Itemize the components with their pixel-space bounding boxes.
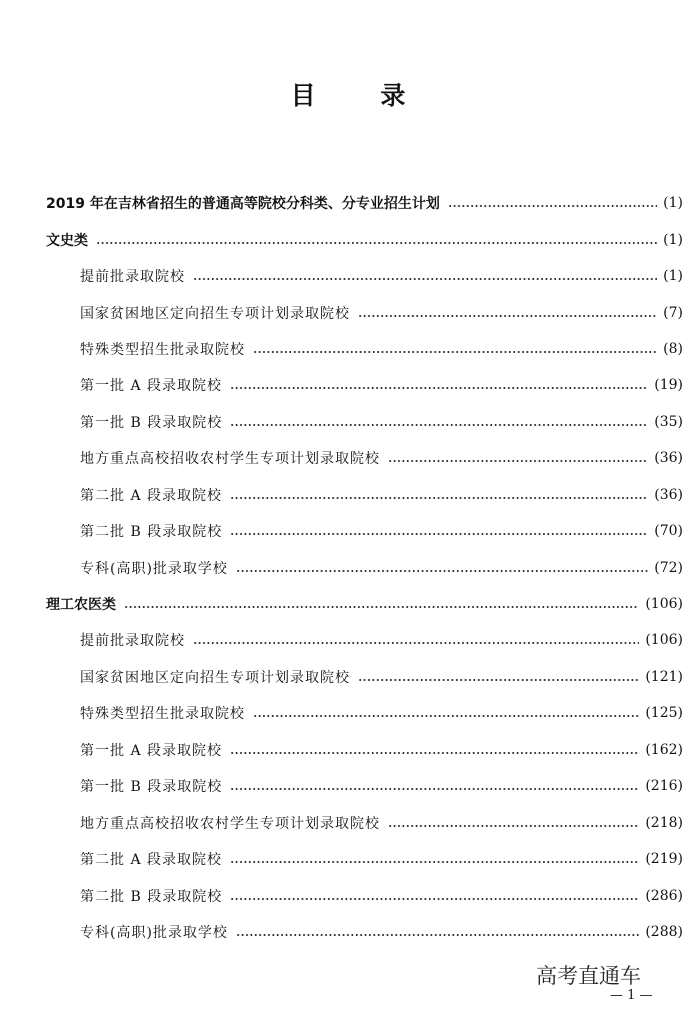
- toc-entry[interactable]: [80, 409, 683, 435]
- dot-leader: [236, 934, 639, 936]
- toc-page-number: (36): [654, 450, 683, 466]
- dot-leader: [96, 242, 657, 244]
- toc-page-number: (106): [645, 596, 683, 612]
- dot-leader: [236, 570, 648, 572]
- toc-page-number: (162): [645, 742, 683, 758]
- toc-page-number: (219): [645, 851, 683, 867]
- watermark: 高考直通车: [536, 964, 641, 988]
- dot-leader: [230, 861, 639, 863]
- toc-page-number: (218): [645, 815, 683, 831]
- dot-leader: [230, 533, 648, 535]
- toc-entry-label: 国家贫困地区定向招生专项计划录取院校: [80, 670, 350, 686]
- toc-entry[interactable]: [80, 627, 683, 653]
- toc-entry-label: 提前批录取院校: [80, 633, 185, 649]
- toc-entry[interactable]: [80, 372, 683, 398]
- toc-entry[interactable]: [80, 445, 683, 471]
- toc-section-ligong[interactable]: [46, 591, 683, 617]
- dot-leader: [230, 424, 648, 426]
- toc-entry-label: 2019 年在吉林省招生的普通高等院校分科类、分专业招生计划: [46, 196, 440, 212]
- toc-entry-label: 专科(高职)批录取学校: [80, 925, 228, 941]
- dot-leader: [253, 715, 639, 717]
- page-number-footer: — 1 —: [610, 988, 653, 1003]
- toc-page-number: (121): [645, 669, 683, 685]
- dot-leader: [448, 205, 657, 207]
- dot-leader: [230, 752, 639, 754]
- toc-entry[interactable]: [80, 518, 683, 544]
- dot-leader: [193, 642, 639, 644]
- toc-page-number: (36): [654, 487, 683, 503]
- toc-page-number: (288): [645, 924, 683, 940]
- toc-entry[interactable]: [80, 773, 683, 799]
- toc-entry[interactable]: [80, 300, 683, 326]
- toc-page-number: (72): [654, 560, 683, 576]
- toc-entry-label: 第二批 B 段录取院校: [80, 524, 223, 540]
- toc-entry-label: 国家贫困地区定向招生专项计划录取院校: [80, 306, 350, 322]
- dot-leader: [230, 898, 639, 900]
- toc-entry[interactable]: [80, 482, 683, 508]
- dot-leader: [253, 351, 657, 353]
- toc-entry-main-heading[interactable]: [46, 190, 683, 216]
- dot-leader: [388, 460, 648, 462]
- toc-entry-label: 专科(高职)批录取学校: [80, 561, 228, 577]
- dot-leader: [358, 679, 639, 681]
- dot-leader: [358, 315, 657, 317]
- toc-page-number: (8): [663, 341, 683, 357]
- toc-entry-label: 文史类: [46, 233, 88, 249]
- toc-page-number: (70): [654, 523, 683, 539]
- toc-page-number: (1): [663, 195, 683, 211]
- toc-entry-label: 提前批录取院校: [80, 269, 185, 285]
- dot-leader: [193, 278, 657, 280]
- toc-entry-label: 第一批 B 段录取院校: [80, 779, 223, 795]
- dot-leader: [230, 788, 639, 790]
- toc-page-number: (1): [663, 268, 683, 284]
- toc-entry-label: 理工农医类: [46, 597, 116, 613]
- toc-entry[interactable]: [80, 664, 683, 690]
- toc-entry-label: 第二批 A 段录取院校: [80, 852, 223, 868]
- toc-entry[interactable]: [80, 700, 683, 726]
- toc-entry-label: 第二批 A 段录取院校: [80, 488, 223, 504]
- toc-entry[interactable]: [80, 810, 683, 836]
- toc-page-number: (106): [645, 632, 683, 648]
- toc-entry[interactable]: [80, 555, 683, 581]
- dot-leader: [124, 606, 639, 608]
- toc-entry[interactable]: [80, 846, 683, 872]
- toc-page-number: (125): [645, 705, 683, 721]
- toc-page-number: (286): [645, 888, 683, 904]
- toc-entry-label: 地方重点高校招收农村学生专项计划录取院校: [80, 451, 380, 467]
- toc-entry-label: 第二批 B 段录取院校: [80, 889, 223, 905]
- dot-leader: [230, 387, 648, 389]
- toc-entry-label: 第一批 B 段录取院校: [80, 415, 223, 431]
- toc-entry[interactable]: [80, 263, 683, 289]
- toc-entry-label: 第一批 A 段录取院校: [80, 743, 223, 759]
- toc-page-number: (216): [645, 778, 683, 794]
- toc-entry[interactable]: [80, 919, 683, 945]
- toc-entry[interactable]: [80, 336, 683, 362]
- toc-section-wenshi[interactable]: [46, 227, 683, 253]
- toc-page-number: (7): [663, 305, 683, 321]
- toc-entry-label: 特殊类型招生批录取院校: [80, 706, 245, 722]
- dot-leader: [388, 825, 639, 827]
- page-title: 目 录: [290, 81, 434, 110]
- toc-entry-label: 特殊类型招生批录取院校: [80, 342, 245, 358]
- dot-leader: [230, 497, 648, 499]
- toc-entry-label: 第一批 A 段录取院校: [80, 378, 223, 394]
- toc-page-number: (35): [654, 414, 683, 430]
- toc-page-number: (19): [654, 377, 683, 393]
- toc-entry[interactable]: [80, 883, 683, 909]
- toc-entry[interactable]: [80, 737, 683, 763]
- toc-entry-label: 地方重点高校招收农村学生专项计划录取院校: [80, 816, 380, 832]
- toc-page-number: (1): [663, 232, 683, 248]
